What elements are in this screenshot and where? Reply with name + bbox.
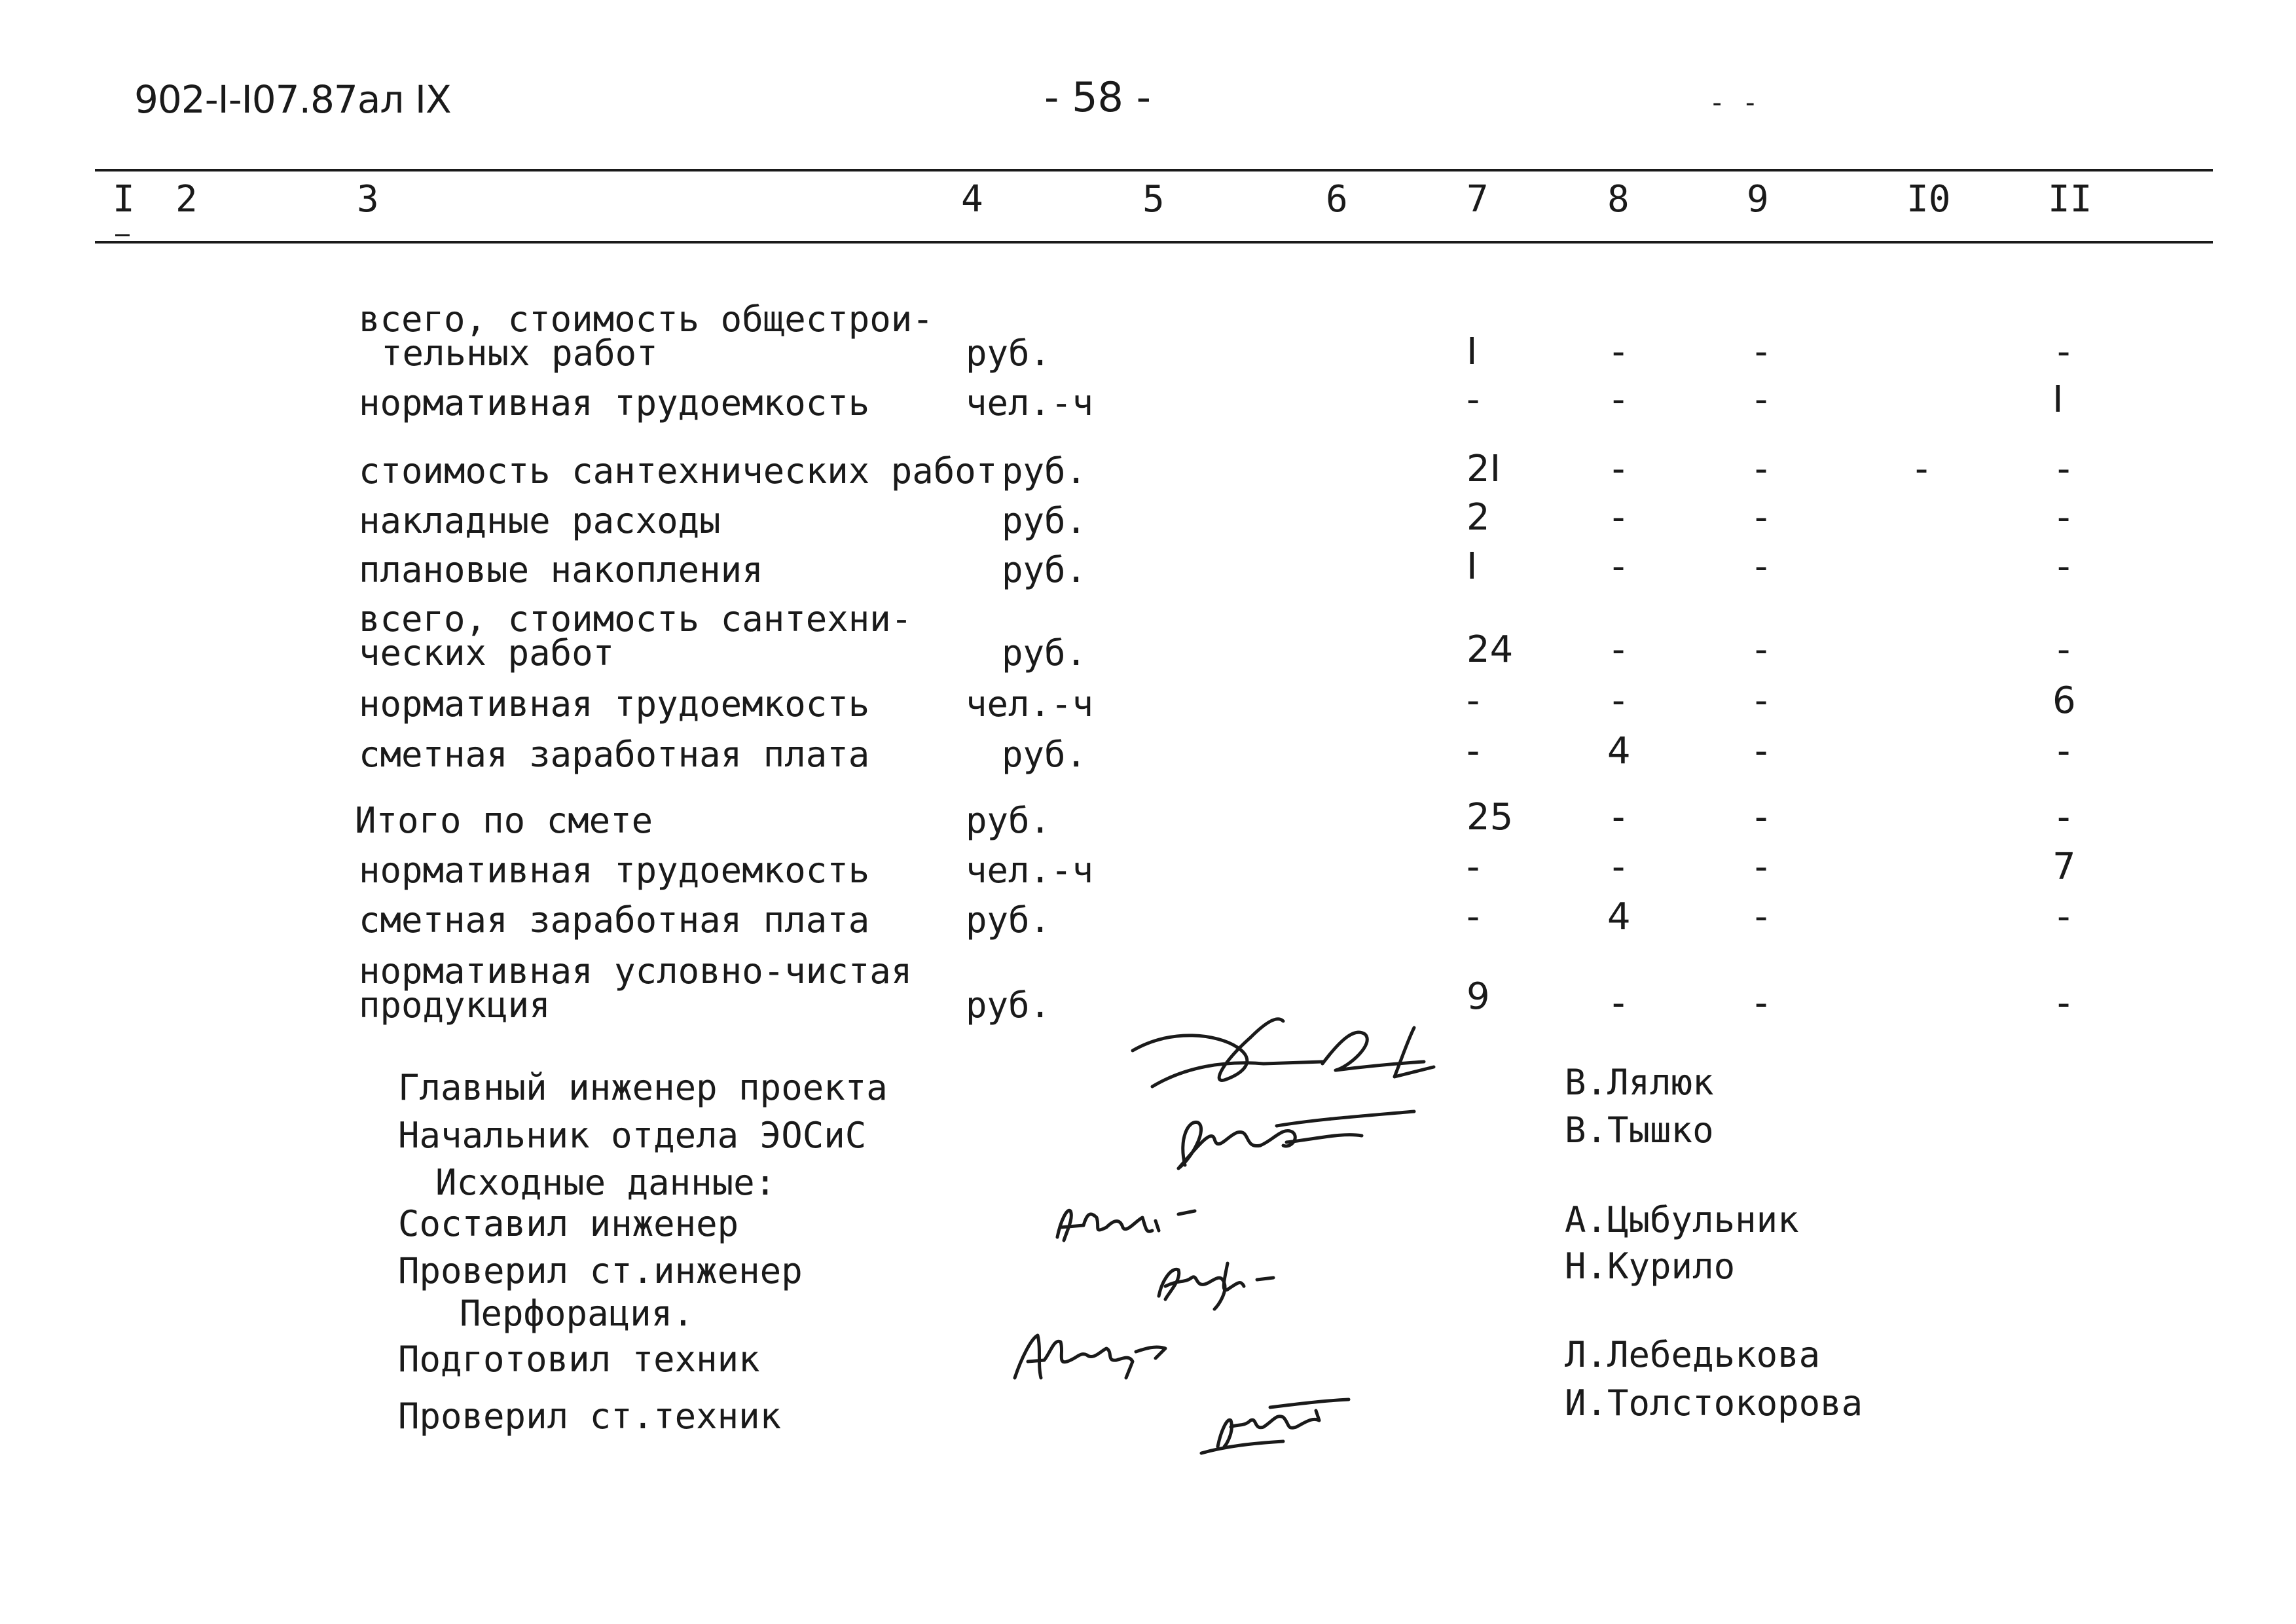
row-unit: руб. xyxy=(1002,632,1087,674)
row-col11: 7 xyxy=(2052,846,2076,888)
signature-checker-tech xyxy=(1192,1381,1362,1460)
row-col8: - xyxy=(1612,448,1626,490)
col-header-10: I0 xyxy=(1906,178,1951,221)
row-col11: - xyxy=(2057,545,2071,588)
prepared-name: Л.Лебедькова xyxy=(1565,1334,1821,1375)
row-unit: чел.-ч xyxy=(966,683,1094,725)
row-col11: - xyxy=(2057,895,2071,938)
prepared-role: Подготовил техник xyxy=(398,1339,760,1380)
row-col7: I xyxy=(1467,545,1478,588)
row-label: нормативная трудоемкость xyxy=(359,683,870,725)
perforation-heading: Перфорация. xyxy=(460,1293,694,1334)
chief-engineer-role: Главный инженер проекта xyxy=(398,1067,888,1108)
dept-head-role: Начальник отдела ЭОСиС xyxy=(398,1115,867,1156)
row-col7: 9 xyxy=(1467,975,1490,1018)
row-col9: - xyxy=(1755,679,1768,722)
row-col8: - xyxy=(1612,796,1626,839)
row-col11: I xyxy=(2052,378,2064,421)
row-label: нормативная трудоемкость xyxy=(359,382,870,424)
signature-preparer xyxy=(1002,1316,1185,1388)
signature-dept-head xyxy=(1152,1100,1427,1178)
row-col11: - xyxy=(2057,331,2071,373)
table-header-rule xyxy=(95,241,2213,244)
row-unit: чел.-ч xyxy=(966,382,1094,424)
row-col10: - xyxy=(1915,448,1929,490)
row-col7: - xyxy=(1467,378,1480,421)
row-col7: 2 xyxy=(1467,496,1490,539)
row-unit: чел.-ч xyxy=(966,850,1094,891)
col1-underline xyxy=(115,234,130,236)
col-header-5: 5 xyxy=(1142,178,1165,221)
row-label-continued: продукция xyxy=(359,984,551,1026)
col-header-2: 2 xyxy=(175,178,198,221)
checked-role: Проверил ст.инженер xyxy=(398,1250,803,1291)
row-unit: руб. xyxy=(1002,500,1087,541)
row-label: нормативная трудоемкость xyxy=(359,850,870,891)
row-unit: руб. xyxy=(1002,734,1087,775)
row-unit: руб. xyxy=(966,333,1051,374)
signature-checker xyxy=(1146,1244,1290,1316)
row-label: всего, стоимость сантехни- xyxy=(359,598,913,640)
col-header-7: 7 xyxy=(1467,178,1489,221)
row-col7: - xyxy=(1467,730,1480,772)
row-col7: - xyxy=(1467,846,1480,888)
checked-tech-name: И.Толстокорова xyxy=(1565,1382,1863,1424)
row-col8: 4 xyxy=(1607,730,1631,772)
row-col8: - xyxy=(1612,679,1626,722)
col-header-4: 4 xyxy=(961,178,983,221)
row-col11: 6 xyxy=(2052,679,2076,722)
row-col11: - xyxy=(2057,496,2071,539)
signature-compiler xyxy=(1048,1191,1218,1250)
row-label-continued: тельных работ xyxy=(381,333,658,374)
row-col8: - xyxy=(1612,545,1626,588)
chief-engineer-name: В.Лялюк xyxy=(1565,1062,1714,1103)
row-unit: руб. xyxy=(966,984,1051,1026)
checked-tech-role: Проверил ст.техник xyxy=(398,1396,782,1437)
row-col11: - xyxy=(2057,796,2071,839)
row-col9: - xyxy=(1755,730,1768,772)
compiled-name: А.Цыбульник xyxy=(1565,1199,1799,1240)
col-header-8: 8 xyxy=(1607,178,1630,221)
row-col9: - xyxy=(1755,796,1768,839)
row-col9: - xyxy=(1755,378,1768,421)
row-col9: - xyxy=(1755,448,1768,490)
col-header-6: 6 xyxy=(1326,178,1348,221)
row-col11: - xyxy=(2057,730,2071,772)
row-col7: 2I xyxy=(1467,448,1501,490)
row-col11: - xyxy=(2057,982,2071,1024)
page-number: - 58 - xyxy=(1044,73,1152,121)
col-header-1: I xyxy=(113,178,135,221)
row-label: сметная заработная плата xyxy=(359,899,870,941)
row-col7: 25 xyxy=(1467,796,1514,839)
row-col9: - xyxy=(1755,496,1768,539)
row-label-continued: ческих работ xyxy=(359,632,615,674)
row-label: стоимость сантехнических работ xyxy=(359,450,998,492)
row-col8: 4 xyxy=(1607,895,1631,938)
row-unit: руб. xyxy=(966,899,1051,941)
row-col7: I xyxy=(1467,331,1478,373)
row-col11: - xyxy=(2057,448,2071,490)
row-col7: 24 xyxy=(1467,628,1514,671)
compiled-role: Составил инженер xyxy=(398,1203,739,1244)
col-header-11: II xyxy=(2048,178,2092,221)
row-label: Итого по смете xyxy=(355,800,653,841)
row-col8: - xyxy=(1612,982,1626,1024)
source-data-heading: Исходные данные: xyxy=(435,1162,776,1203)
row-col7: - xyxy=(1467,895,1480,938)
row-col8: - xyxy=(1612,628,1626,671)
row-label: сметная заработная плата xyxy=(359,734,870,775)
row-col8: - xyxy=(1612,846,1626,888)
row-unit: руб. xyxy=(1002,549,1087,590)
signature-chief-engineer xyxy=(1126,988,1440,1100)
row-col11: - xyxy=(2057,628,2071,671)
row-col9: - xyxy=(1755,628,1768,671)
col-header-3: 3 xyxy=(357,178,379,221)
row-col8: - xyxy=(1612,378,1626,421)
row-unit: руб. xyxy=(966,800,1051,841)
row-unit: руб. xyxy=(1002,450,1087,492)
row-col9: - xyxy=(1755,545,1768,588)
row-col8: - xyxy=(1612,496,1626,539)
header-mark: - - xyxy=(1709,86,1758,118)
row-label: нормативная условно-чистая xyxy=(359,950,913,992)
row-label: плановые накопления xyxy=(359,549,763,590)
document-code: 902-I-I07.87ал IX xyxy=(134,77,451,122)
row-col7: - xyxy=(1467,679,1480,722)
row-label: всего, стоимость общестрои- xyxy=(359,298,934,340)
row-col8: - xyxy=(1612,331,1626,373)
col-header-9: 9 xyxy=(1747,178,1769,221)
row-col9: - xyxy=(1755,331,1768,373)
row-label: накладные расходы xyxy=(359,500,721,541)
table-top-rule xyxy=(95,169,2213,171)
row-col9: - xyxy=(1755,982,1768,1024)
checked-name: Н.Курило xyxy=(1565,1246,1736,1287)
row-col9: - xyxy=(1755,895,1768,938)
dept-head-name: В.Тышко xyxy=(1565,1110,1714,1151)
row-col9: - xyxy=(1755,846,1768,888)
